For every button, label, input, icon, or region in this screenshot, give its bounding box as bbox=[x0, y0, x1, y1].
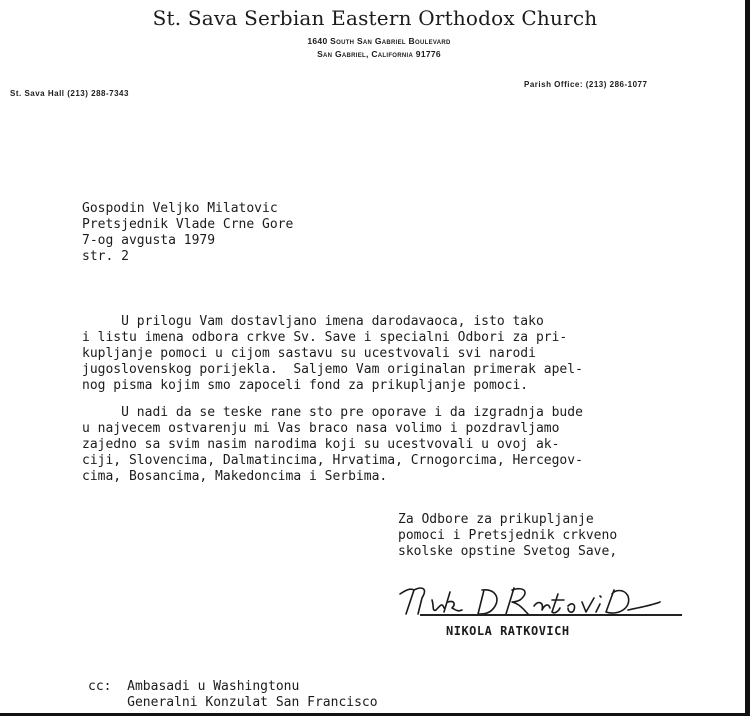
closing-line: Za Odbore za prikupljanje bbox=[398, 512, 594, 527]
paragraph-line: nog pisma kojim smo zapoceli fond za prikupljanje pomoci. bbox=[82, 378, 529, 393]
closing-line: pomoci i Pretsjednik crkveno bbox=[398, 528, 618, 543]
body-paragraph-2 bbox=[82, 405, 583, 485]
paragraph-line: kupljanje pomoci u cijom sastavu su ucestvovali svi narodi bbox=[82, 346, 536, 361]
letterhead-parish-phone: Parish Office: (213) 286-1077 bbox=[524, 80, 648, 89]
addressee-date: 7-og avgusta 1979 bbox=[82, 233, 216, 248]
paragraph-line: u najvecem ostvarenju mi Vas braco nasa volimo i pozdravljamo bbox=[82, 421, 560, 436]
paragraph-line: i listu imena odbora crkve Sv. Save i specialni Odbori za pri- bbox=[82, 330, 568, 345]
paragraph-line: U prilogu Vam dostavljano imena darodavaoca, isto tako bbox=[82, 314, 544, 329]
closing-line: skolske opstine Svetog Save, bbox=[398, 544, 618, 559]
addressee-page: str. 2 bbox=[82, 249, 129, 264]
paragraph-line: U nadi da se teske rane sto pre oporave i da izgradnja bude bbox=[82, 405, 583, 420]
cc-line: Generalni Konzulat San Francisco bbox=[88, 695, 378, 710]
letterhead-hall-phone: St. Sava Hall (213) 288-7343 bbox=[10, 89, 129, 98]
cc-line: cc: Ambasadi u Washingtonu bbox=[88, 679, 300, 694]
addressee-line: Gospodin Veljko Milatovic bbox=[82, 201, 278, 216]
letterhead-address-line1: 1640 South San Gabriel Boulevard bbox=[307, 36, 451, 46]
letterhead-church-name: St. Sava Serbian Eastern Orthodox Church bbox=[152, 6, 598, 30]
addressee-line: Pretsjednik Vlade Crne Gore bbox=[82, 217, 294, 232]
signature-printed-name: NIKOLA RATKOVICH bbox=[446, 624, 570, 638]
paragraph-line: zajedno sa svim nasim narodima koji su ucestvovali u ovoj ak- bbox=[82, 437, 560, 452]
cc-block bbox=[88, 679, 378, 711]
letterhead-address-line2: San Gabriel, California 91776 bbox=[317, 49, 441, 59]
addressee-block bbox=[82, 201, 293, 265]
signature-line bbox=[420, 614, 682, 616]
scan-border-right bbox=[745, 0, 750, 716]
body-paragraph-1 bbox=[82, 314, 583, 394]
closing-block bbox=[398, 512, 617, 560]
paragraph-line: ciji, Slovencima, Dalmatincima, Hrvatima, Crnogorcima, Hercegov- bbox=[82, 453, 583, 468]
paragraph-line: jugoslovenskog porijekla. Saljemo Vam originalan primerak apel- bbox=[82, 362, 583, 377]
paragraph-line: cima, Bosancima, Makedoncima i Serbima. bbox=[82, 469, 388, 484]
